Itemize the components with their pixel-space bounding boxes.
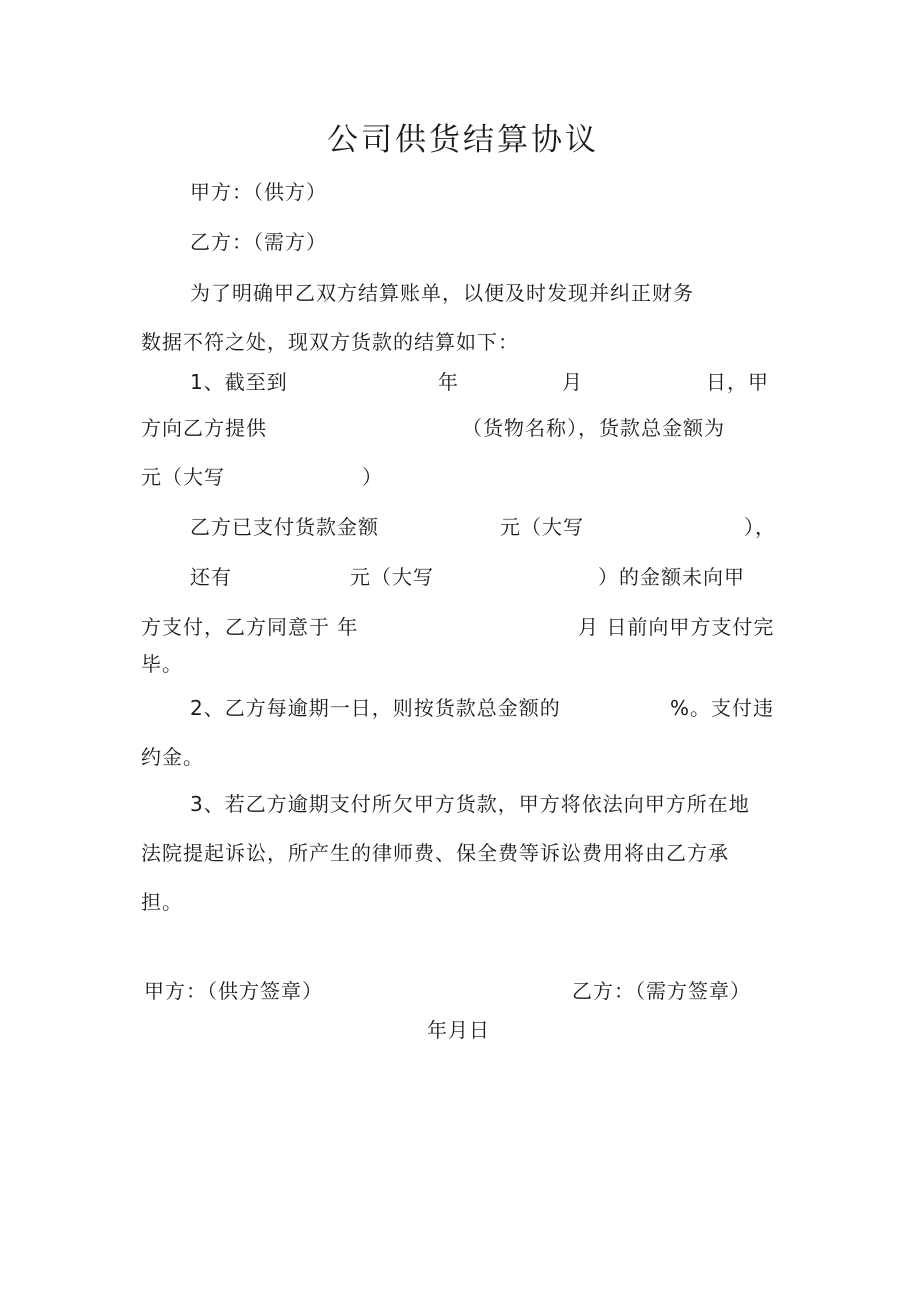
clause1-paid-words: 元（大写 — [500, 515, 584, 539]
clause1-remaining-suffix: ）的金额未向甲 — [598, 565, 745, 589]
clause1-end: 毕。 — [141, 652, 183, 676]
signature-party-a: 甲方：（供方签章） — [144, 979, 323, 1003]
clause3-line-3: 担。 — [141, 890, 183, 914]
clause1-deadline-prefix: 方支付，乙方同意于 年 — [141, 615, 359, 639]
signature-party-b: 乙方：（需方签章） — [572, 979, 751, 1003]
clause2-prefix: 2、乙方每逾期一日，则按货款总金额的 — [190, 696, 561, 720]
clause1-year: 年 — [438, 370, 459, 394]
clause1-total-close: ） — [362, 465, 383, 489]
clause1-supply-suffix: （货物名称），货款总金额为 — [462, 416, 725, 440]
party-b-line: 乙方：（需方） — [190, 230, 327, 254]
intro-line-2: 数据不符之处，现双方货款的结算如下： — [141, 330, 519, 354]
clause1-month: 月 — [562, 370, 583, 394]
clause3-line-2: 法院提起诉讼，所产生的律师费、保全费等诉讼费用将由乙方承 — [141, 841, 729, 865]
clause1-prefix: 1、截至到 — [190, 370, 288, 394]
intro-line-1: 为了明确甲乙双方结算账单，以便及时发现并纠正财务 — [190, 281, 694, 305]
signature-date: 年月日 — [427, 1018, 490, 1042]
clause3-line-1: 3、若乙方逾期支付所欠甲方货款，甲方将依法向甲方所在地 — [190, 792, 750, 816]
clause1-deadline-suffix: 月 日前向甲方支付完 — [578, 615, 775, 639]
party-a-line: 甲方：（供方） — [190, 180, 327, 204]
clause1-day: 日，甲 — [706, 370, 769, 394]
clause1-remaining-prefix: 还有 — [190, 565, 232, 589]
clause1-supply-prefix: 方向乙方提供 — [141, 416, 267, 440]
clause1-paid-close: ）， — [744, 515, 776, 539]
clause1-paid-prefix: 乙方已支付货款金额 — [190, 515, 379, 539]
clause2-percent: %。支付违 — [670, 696, 775, 720]
clause2-end: 约金。 — [141, 745, 204, 769]
clause1-total-words: 元（大写 — [141, 465, 225, 489]
document-title: 公司供货结算协议 — [327, 122, 599, 158]
clause1-remaining-words: 元（大写 — [350, 565, 434, 589]
